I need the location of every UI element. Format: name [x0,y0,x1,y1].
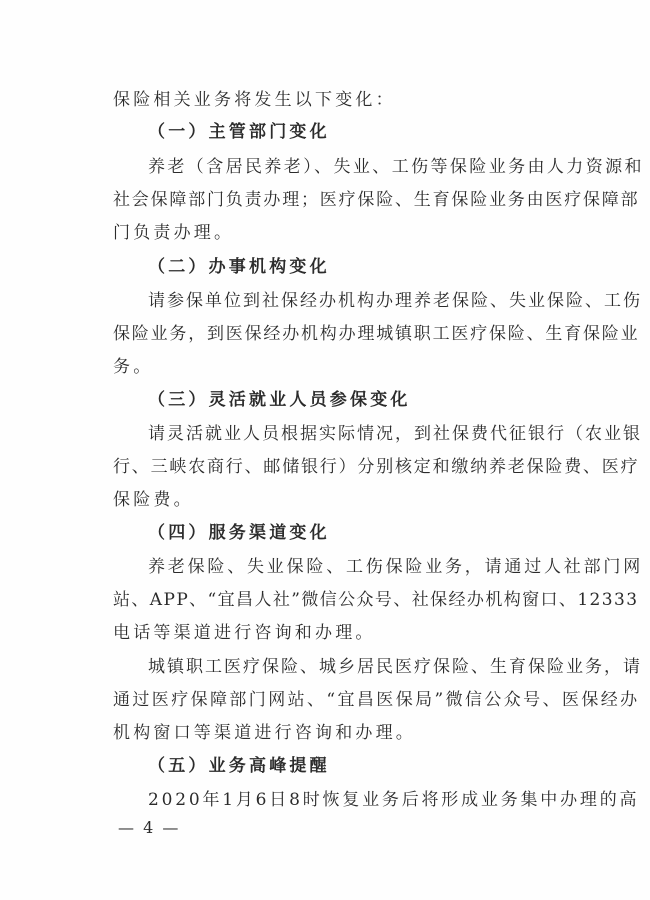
text-line-9: 务。 [113,357,154,377]
page-number: — 4 — [118,818,181,837]
text-line-16: 站、APP、“宜昌人社”微信公众号、社保经办机构窗口、12333 [113,590,639,610]
text-line-11: 请灵活就业人员根据实际情况，到社保费代征银行（农业银 [148,424,642,444]
text-line-19: 通过医疗保障部门网站、“宜昌医保局”微信公众号、医保经办 [113,690,640,710]
text-line-7: 请参保单位到社保经办机构办理养老保险、失业保险、工伤 [148,291,642,311]
text-line-20: 机构窗口等渠道进行咨询和办理。 [113,723,416,743]
text-line-22: 2020年1月6日8时恢复业务后将形成业务集中办理的高 [148,790,640,810]
text-line-8: 保险业务，到医保经办机构办理城镇职工医疗保险、生育保险业 [113,324,640,344]
text-line-1: 保险相关业务将发生以下变化： [113,90,396,110]
section-heading-5: （五）业务高峰提醒 [148,756,330,776]
text-line-4: 社会保障部门负责办理；医疗保险、生育保险业务由医疗保障部 [113,190,640,210]
text-line-13: 保险费。 [113,490,194,510]
text-line-15: 养老保险、失业保险、工伤保险业务，请通过人社部门网 [148,557,643,577]
text-line-5: 门负责办理。 [113,223,235,243]
text-line-18: 城镇职工医疗保险、城乡居民医疗保险、生育保险业务，请 [148,657,642,677]
section-heading-1: （一）主管部门变化 [148,122,330,142]
text-line-12: 行、三峡农商行、邮储银行）分别核定和缴纳养老保险费、医疗 [113,457,640,477]
section-heading-2: （二）办事机构变化 [148,257,330,277]
text-line-17: 电话等渠道进行咨询和办理。 [113,623,376,643]
text-line-3: 养老（含居民养老）、失业、工伤等保险业务由人力资源和 [148,157,644,177]
section-heading-3: （三）灵活就业人员参保变化 [148,390,411,410]
section-heading-4: （四）服务渠道变化 [148,523,330,543]
